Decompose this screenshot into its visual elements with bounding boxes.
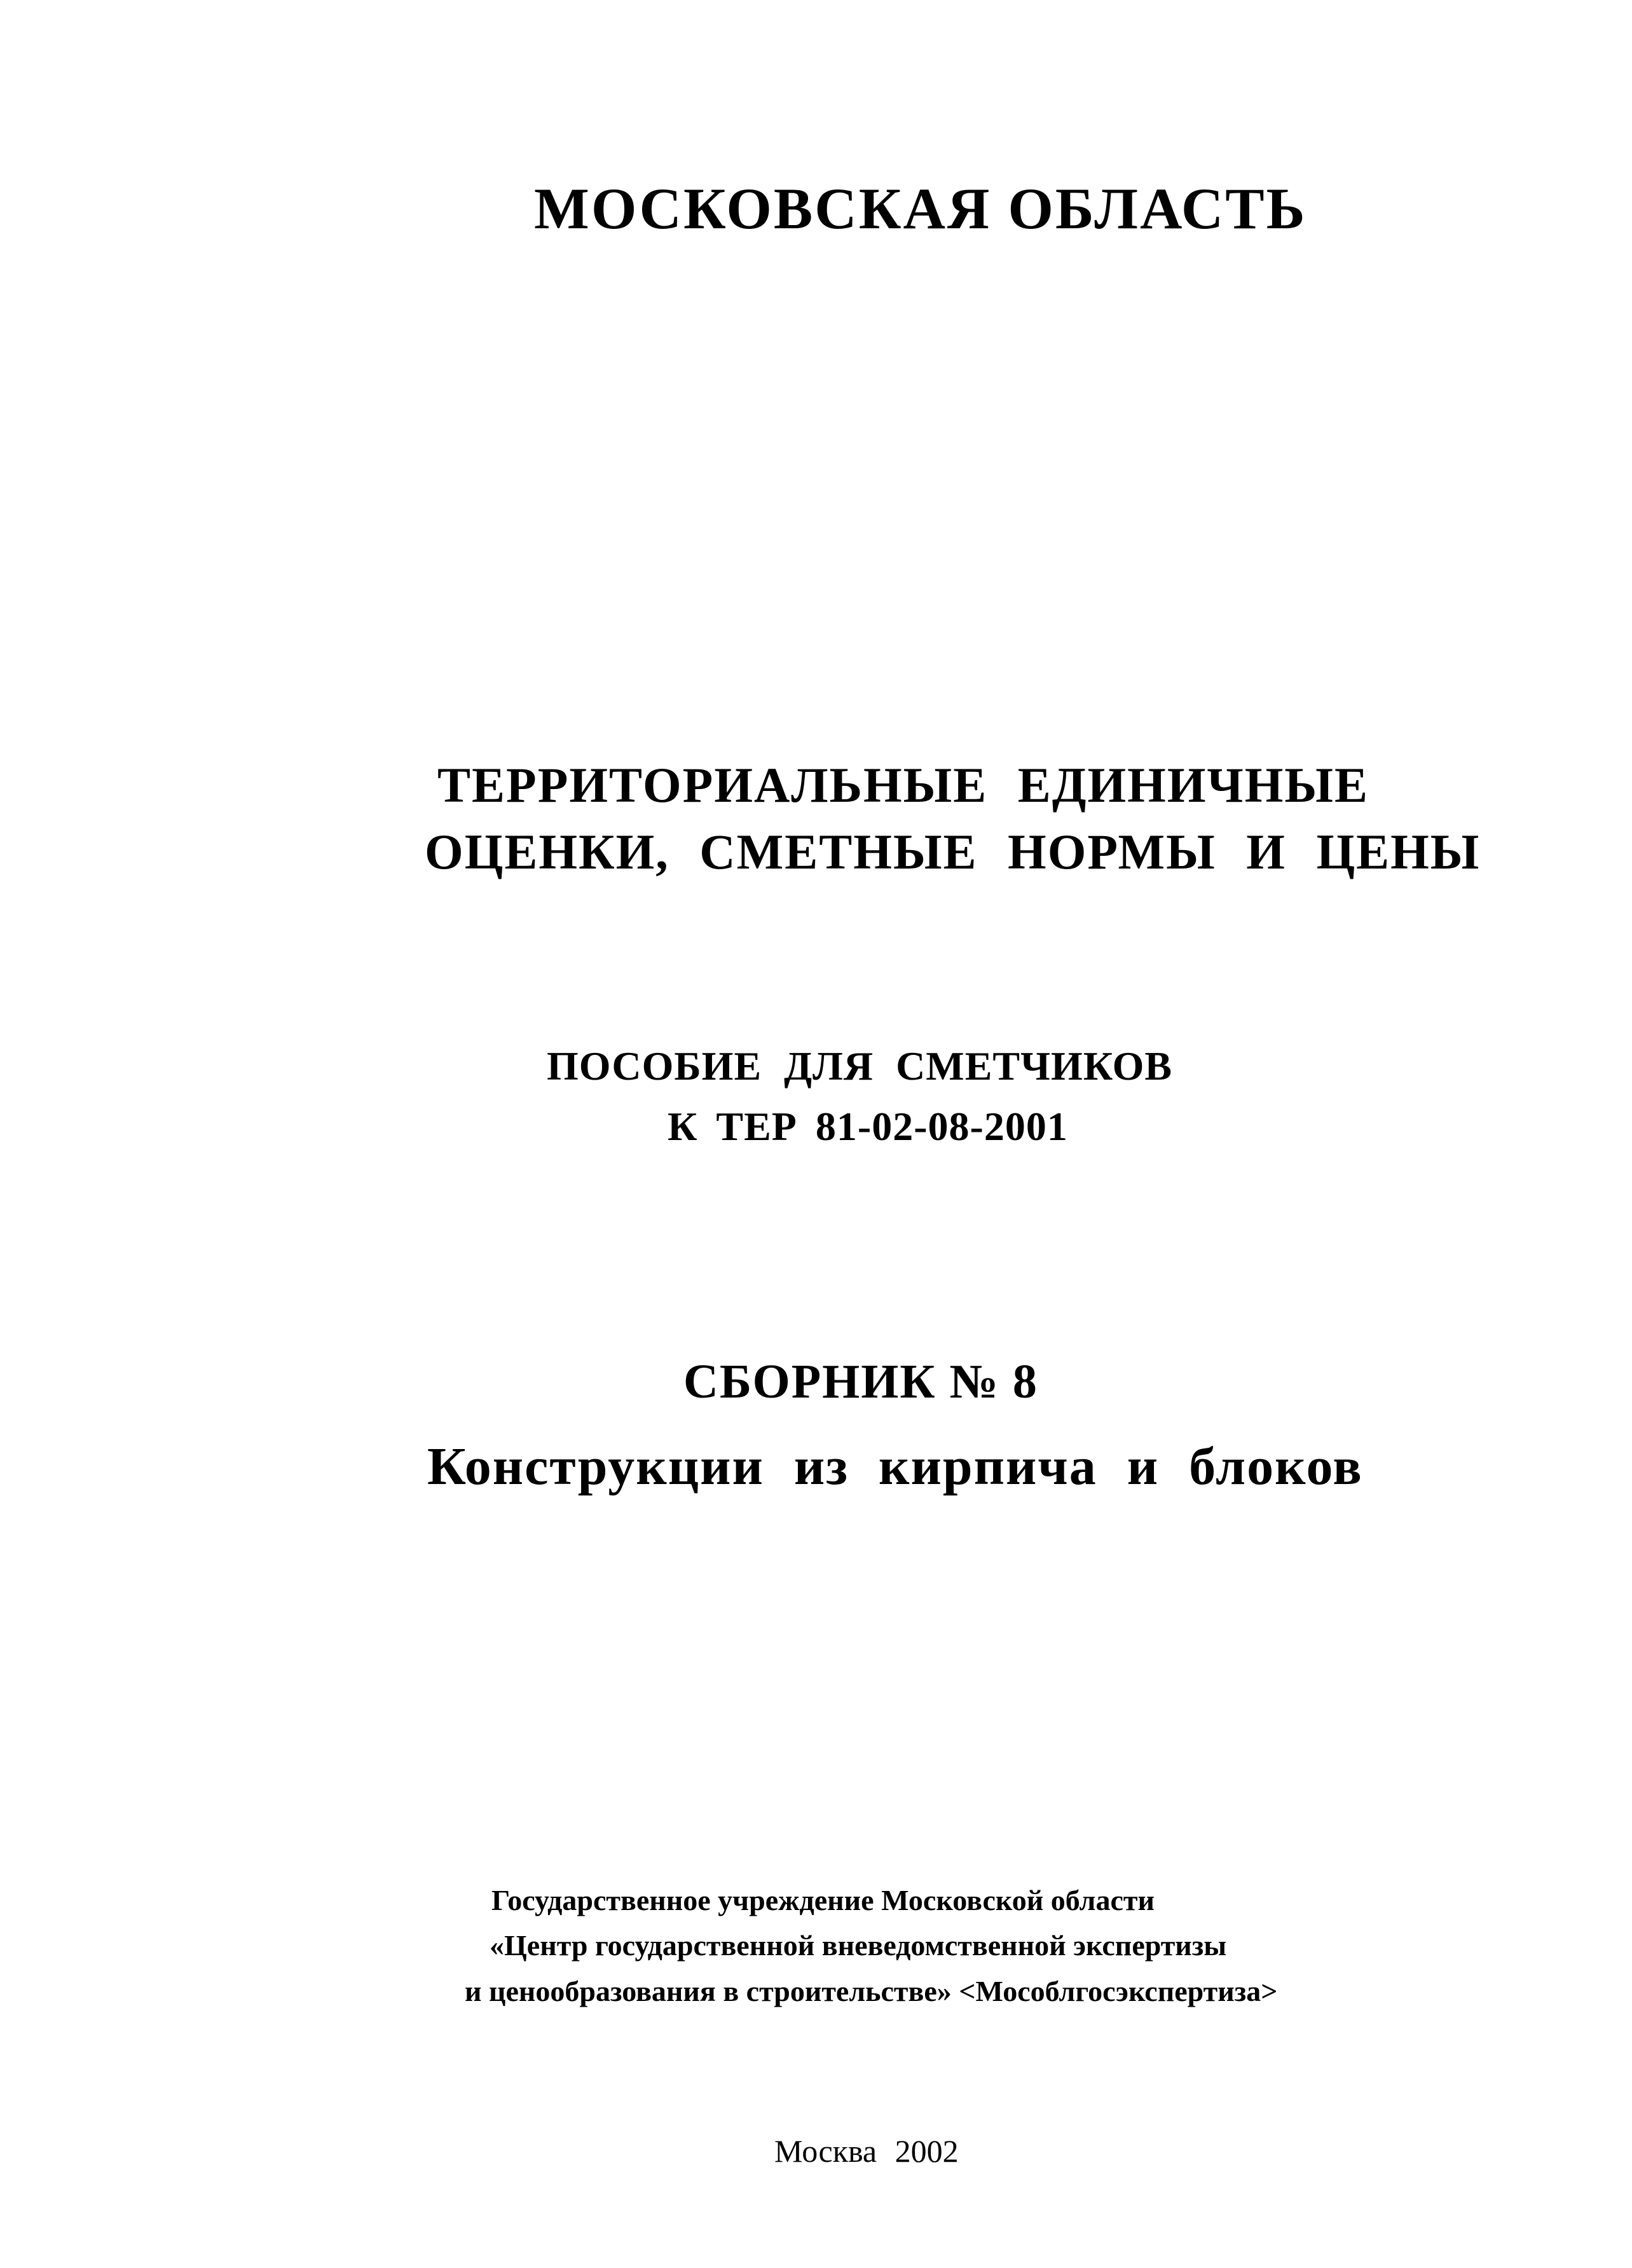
city-year: Москва 2002 — [774, 2133, 959, 2169]
main-title-line-2: ОЦЕНКИ, СМЕТНЫЕ НОРМЫ И ЦЕНЫ — [425, 824, 1481, 879]
region-heading: МОСКОВСКАЯ ОБЛАСТЬ — [534, 176, 1307, 241]
collection-number: СБОРНИК № 8 — [683, 1355, 1038, 1408]
manual-title-line-1: ПОСОБИЕ ДЛЯ СМЕТЧИКОВ — [547, 1043, 1173, 1089]
publisher-line-3: и ценообразования в строительстве» <Мособлгосэкспертиза> — [465, 1975, 1278, 2007]
manual-title-line-2: К ТЕР 81-02-08-2001 — [668, 1104, 1068, 1149]
collection-subject: Конструкции из кирпича и блоков — [427, 1437, 1363, 1496]
publisher-line-2: «Центр государственной вневедомственной экспертизы — [490, 1929, 1227, 1962]
publisher-line-1: Государственное учреждение Московской области — [491, 1884, 1155, 1916]
main-title-line-1: ТЕРРИТОРИАЛЬНЫЕ ЕДИНИЧНЫЕ — [437, 757, 1369, 813]
